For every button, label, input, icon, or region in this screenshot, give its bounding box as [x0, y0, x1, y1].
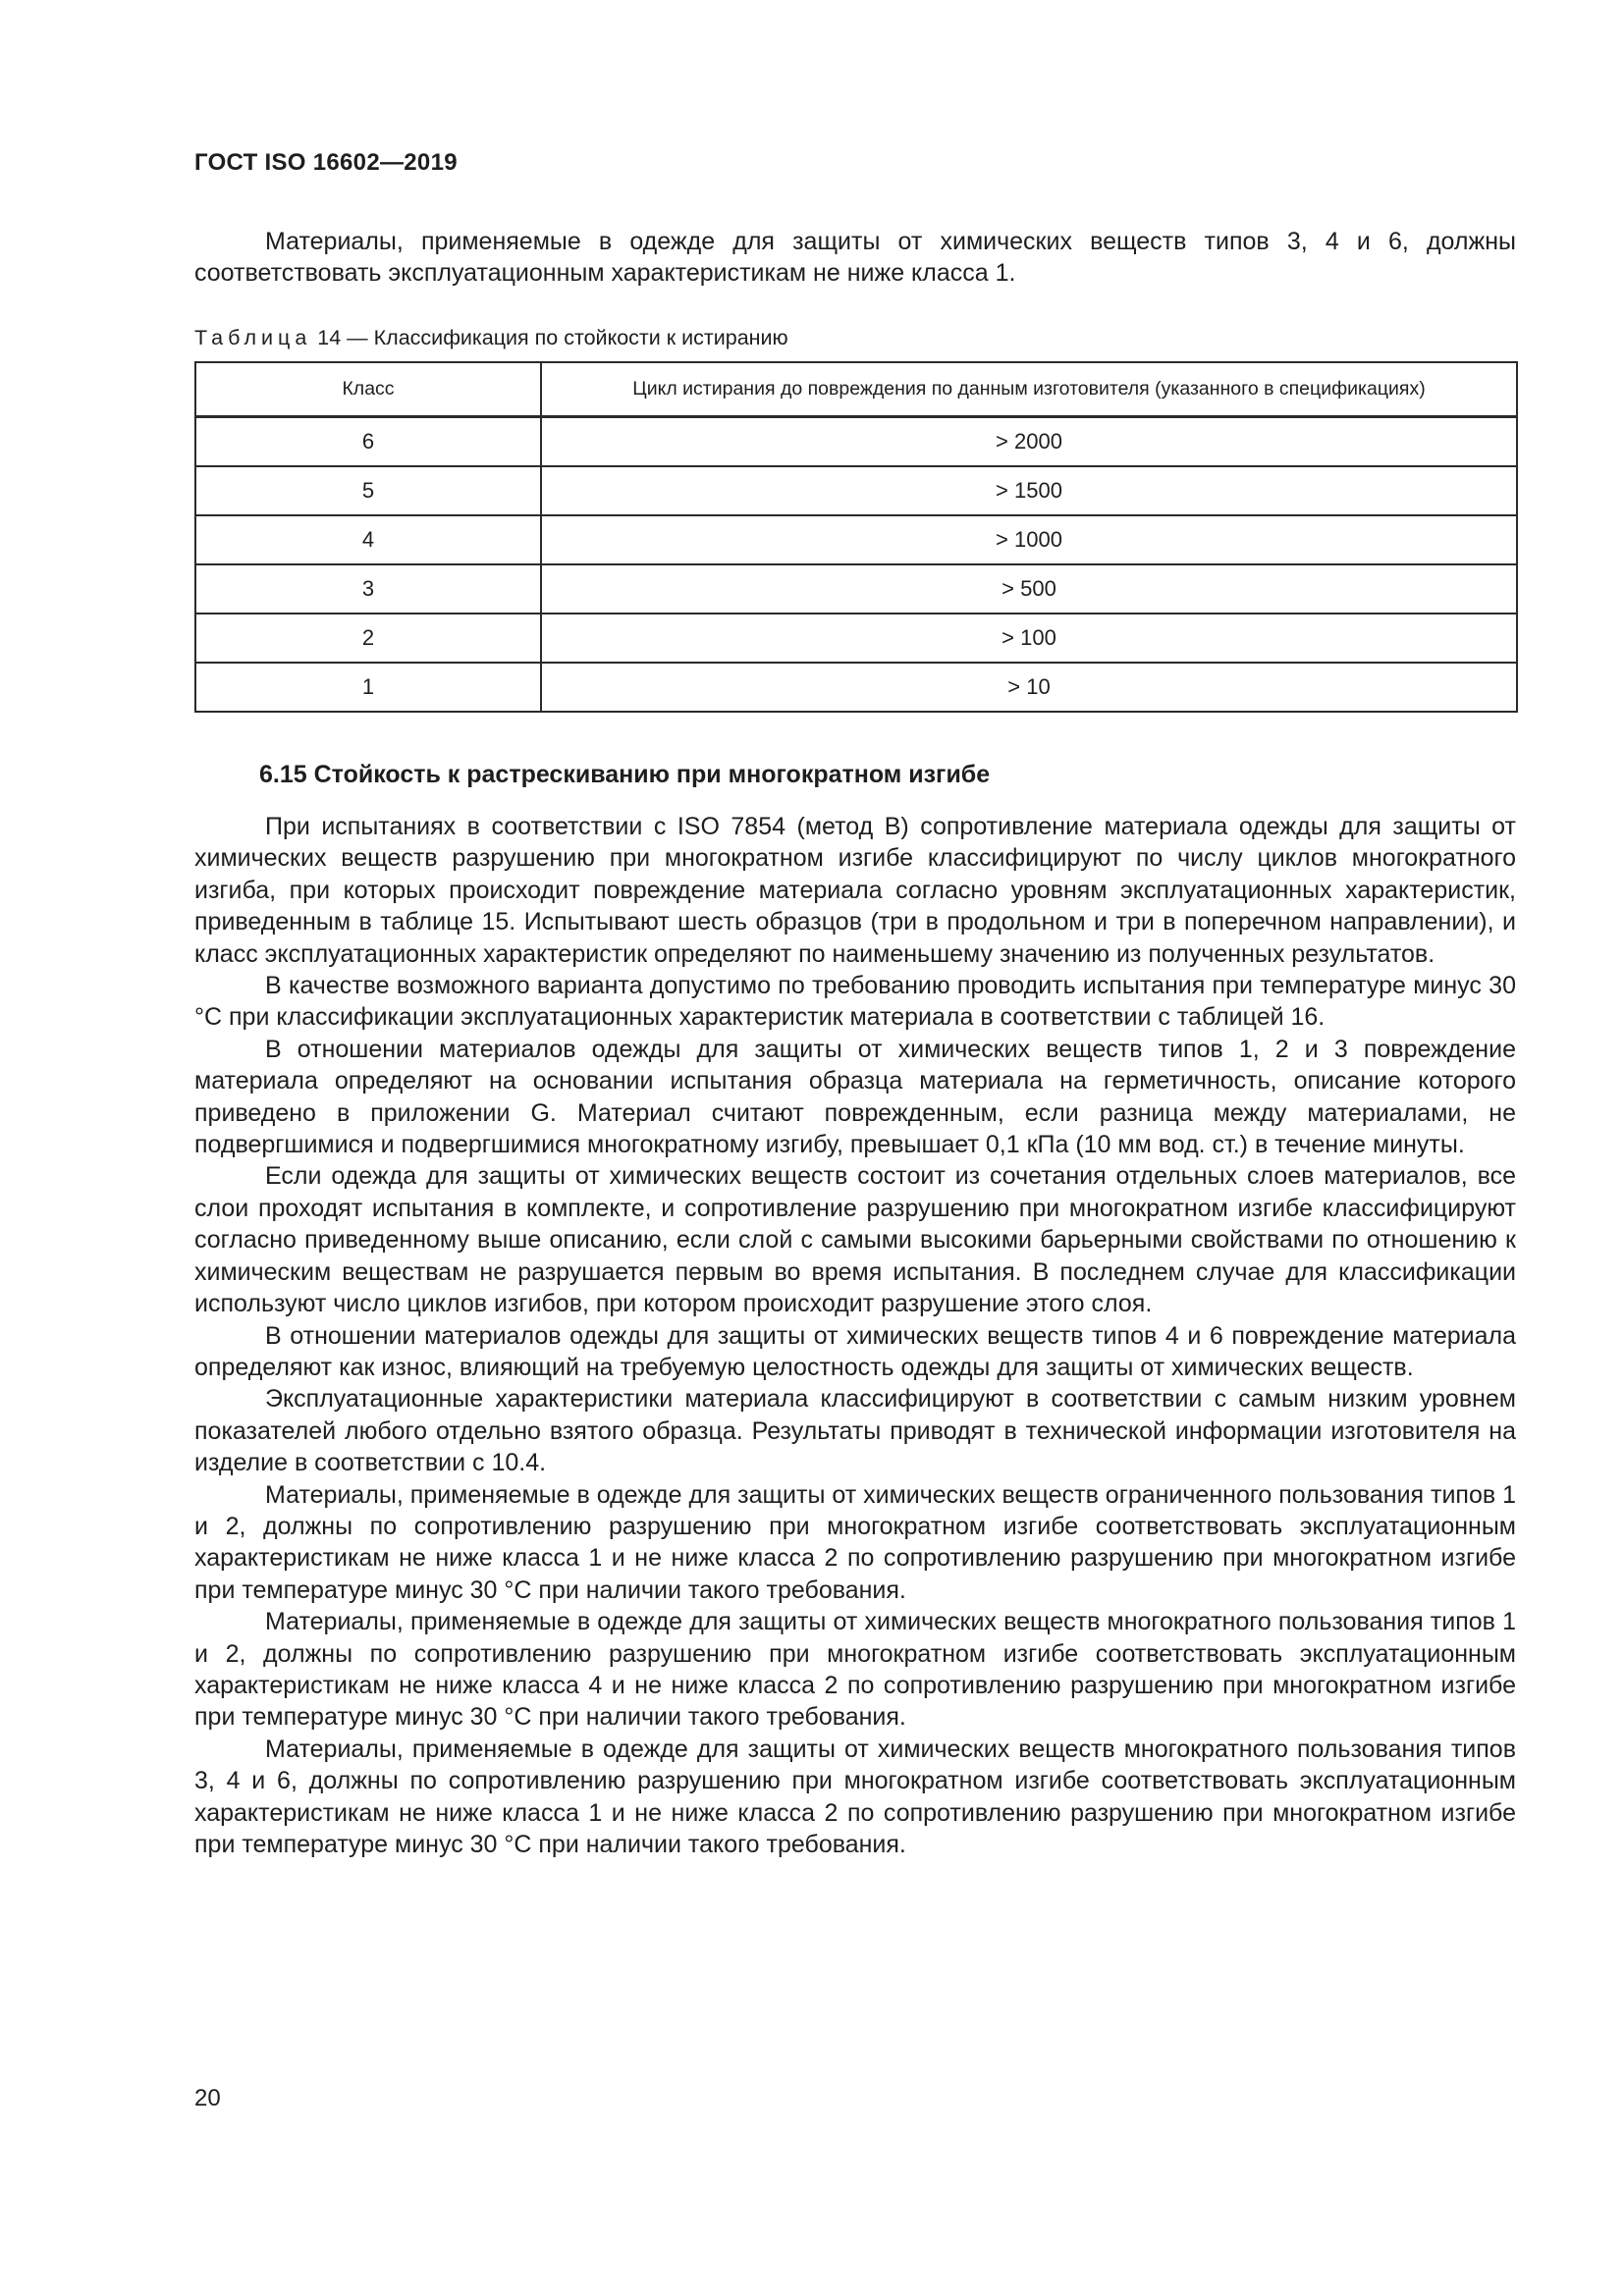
table-caption-prefix: Таблица: [194, 326, 312, 349]
body-paragraph: В отношении материалов одежды для защиты от химических веществ типов 4 и 6 повреждение материала определяют как износ, влияющий на требуемую целостность одежды для защиты от химических веществ.: [194, 1321, 1516, 1381]
body-paragraph: В отношении материалов одежды для защиты от химических веществ типов 1, 2 и 3 повреждение материала определяют на основании испытания образца материала на герметичность, описание которого приведено в приложении G. Материал считают поврежденным, если разница между материалами, не подвергшимися и подвергшимися многократному изгибу, превышает 0,1 кПа (10 мм вод. ст.) в течение минуты.: [194, 1035, 1516, 1159]
column-header-class: Класс: [195, 362, 541, 417]
cycles-cell: > 100: [541, 614, 1517, 663]
class-cell: 5: [195, 466, 541, 515]
class-cell: 1: [195, 663, 541, 712]
cycles-cell: > 1000: [541, 515, 1517, 564]
cycles-cell: > 10: [541, 663, 1517, 712]
table-header-row: [195, 362, 1517, 417]
table-row: [195, 466, 1517, 515]
intro-paragraph: Материалы, применяемые в одежде для защиты от химических веществ типов 3, 4 и 6, должны соответствовать эксплуатационным характеристикам не ниже класса 1.: [194, 228, 1516, 288]
body-paragraph: Материалы, применяемые в одежде для защиты от химических веществ многократного пользования типов 1 и 2, должны по сопротивлению разрушению при многократном изгибе соответствовать эксплуатационным характеристикам не ниже класса 4 и не ниже класса 2 по сопротивлению разрушению при многократном изгибе при температуре минус 30 °С при наличии такого требования.: [194, 1608, 1516, 1732]
body-paragraph: При испытаниях в соответствии с ISO 7854 (метод В) сопротивление материала одежды для защиты от химических веществ разрушению при многократном изгибе классифицируют по числу циклов многократного изгиба, при которых происходит повреждение материала согласно уровням эксплуатационных характеристик, приведенным в таблице 15. Испытывают шесть образцов (три в продольном и три в поперечном направлении), и класс эксплуатационных характеристик определяют по наименьшему значению из полученных результатов.: [194, 813, 1516, 968]
class-cell: 3: [195, 564, 541, 614]
body-paragraph: Материалы, применяемые в одежде для защиты от химических веществ ограниченного пользования типов 1 и 2, должны по сопротивлению разрушению при многократном изгибе соответствовать эксплуатационным характеристикам не ниже класса 1 и не ниже класса 2 по сопротивлению разрушению при многократном изгибе при температуре минус 30 °С при наличии такого требования.: [194, 1480, 1516, 1604]
table-row: [195, 417, 1517, 467]
class-cell: 6: [195, 417, 541, 467]
body-paragraph: Если одежда для защиты от химических веществ состоит из сочетания отдельных слоев материалов, все слои проходят испытания в комплекте, и сопротивление разрушению при многократном изгибе классифицируют согласно приведенному выше описанию, если слой с самыми высокими барьерными свойствами по отношению к химическим веществам не разрушается первым во время испытания. В последнем случае для классификации используют число циклов изгибов, при котором происходит разрушение этого слоя.: [194, 1162, 1516, 1318]
cycles-cell: > 1500: [541, 466, 1517, 515]
table-caption-title: 14 — Классификация по стойкости к истиранию: [317, 326, 788, 349]
body-paragraph: Материалы, применяемые в одежде для защиты от химических веществ многократного пользования типов 3, 4 и 6, должны по сопротивлению разрушению при многократном изгибе соответствовать эксплуатационным характеристикам не ниже класса 1 и не ниже класса 2 по сопротивлению разрушению при многократном изгибе при температуре минус 30 °С при наличии такого требования.: [194, 1735, 1516, 1858]
body-paragraph: Эксплуатационные характеристики материала классифицируют в соответствии с самым низким уровнем показателей любого отдельно взятого образца. Результаты приводят в технической информации изготовителя на изделие в соответствии с 10.4.: [194, 1385, 1516, 1477]
column-header-cycles: Цикл истирания до повреждения по данным изготовителя (указанного в спецификациях): [541, 362, 1517, 417]
cycles-cell: > 500: [541, 564, 1517, 614]
class-cell: 4: [195, 515, 541, 564]
table-row: [195, 614, 1517, 663]
table-row: [195, 564, 1517, 614]
body-paragraph: В качестве возможного варианта допустимо по требованию проводить испытания при температуре минус 30 °С при классификации эксплуатационных характеристик материала в соответствии с таблицей 16.: [194, 972, 1516, 1032]
class-cell: 2: [195, 614, 541, 663]
table-row: [195, 515, 1517, 564]
section-heading: 6.15 Стойкость к растрескиванию при многократном изгибе: [259, 761, 991, 788]
section-body: [194, 811, 1516, 1860]
document-id-header: ГОСТ ISO 16602—2019: [194, 149, 458, 176]
cycles-cell: > 2000: [541, 417, 1517, 467]
table-row: [195, 663, 1517, 712]
table-caption: [194, 326, 788, 350]
page-number: 20: [194, 2085, 221, 2111]
abrasion-resistance-table: [194, 361, 1518, 713]
